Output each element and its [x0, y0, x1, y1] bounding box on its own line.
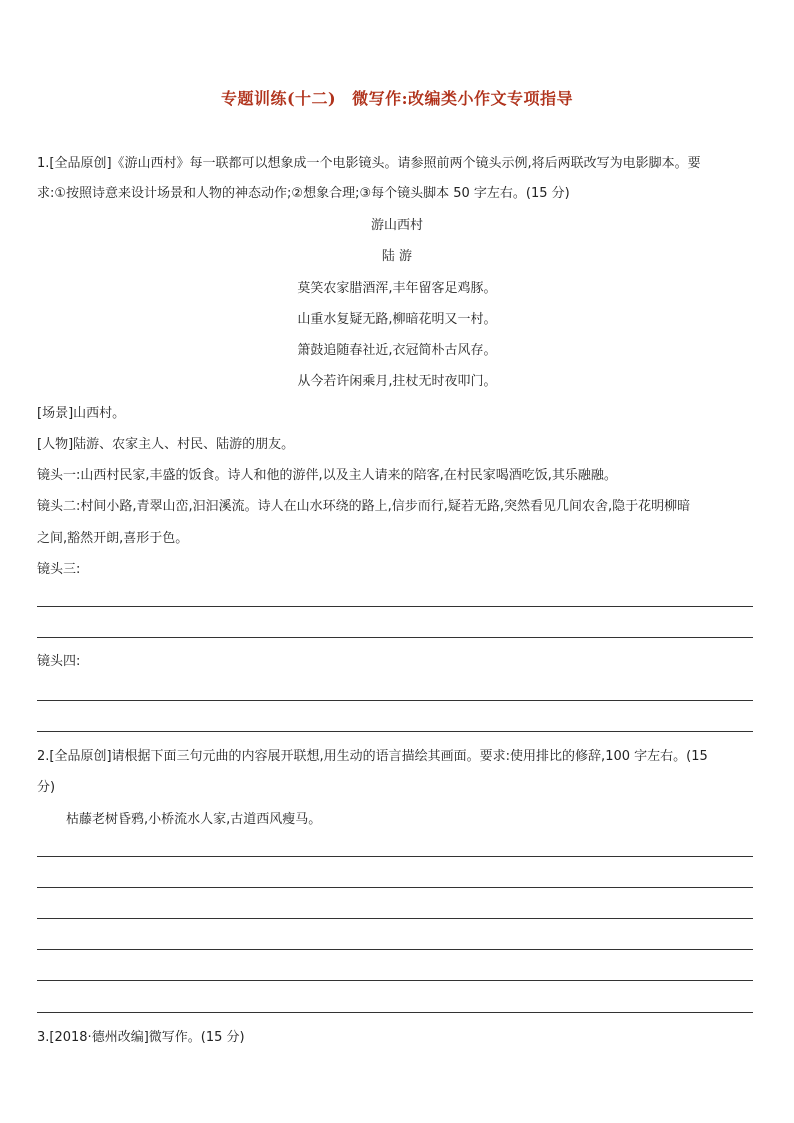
answer-line[interactable] — [37, 856, 753, 857]
shot-2-text-line-2: 之间,豁然开朗,喜形于色。 — [37, 531, 189, 546]
question-2-quote: 枯藤老树昏鸦,小桥流水人家,古道西风瘦马。 — [66, 812, 322, 827]
poem-line: 山重水复疑无路,柳暗花明又一村。 — [297, 312, 497, 327]
shot-3-label: 镜头三: — [37, 562, 81, 577]
shot-1-text: 镜头一:山西村民家,丰盛的饭食。诗人和他的游伴,以及主人请来的陪客,在村民家喝酒吃饭,其乐融融。 — [37, 468, 617, 483]
poem-line: 从今若许闲乘月,拄杖无时夜叩门。 — [297, 374, 497, 389]
shot-4-label: 镜头四: — [37, 654, 81, 669]
question-3-prompt: 3.[2018·德州改编]微写作。(15 分) — [37, 1030, 245, 1045]
answer-line[interactable] — [37, 606, 753, 607]
answer-line[interactable] — [37, 918, 753, 919]
answer-line[interactable] — [37, 980, 753, 981]
answer-line[interactable] — [37, 1012, 753, 1013]
poem-title: 游山西村 — [370, 218, 423, 233]
answer-line[interactable] — [37, 637, 753, 638]
question-2-prompt-line-2: 分) — [37, 780, 56, 795]
question-1-prompt-line-2: 求:①按照诗意来设计场景和人物的神态动作;②想象合理;③每个镜头脚本 50 字左右。(15 分) — [37, 186, 570, 201]
characters-text: [人物]陆游、农家主人、村民、陆游的朋友。 — [37, 437, 295, 452]
poem-author: 陆 游 — [381, 249, 413, 264]
poem-line: 箫鼓追随春社近,衣冠简朴古风存。 — [297, 343, 497, 358]
question-1-prompt-line-1: 1.[全品原创]《游山西村》每一联都可以想象成一个电影镜头。请参照前两个镜头示例,将后两联改写为电影脚本。要 — [37, 156, 701, 171]
answer-line[interactable] — [37, 731, 753, 732]
question-2-prompt-line-1: 2.[全品原创]请根据下面三句元曲的内容展开联想,用生动的语言描绘其画面。要求:使用排比的修辞,100 字左右。(15 — [37, 749, 708, 764]
page-title: 专题训练(十二) 微写作:改编类小作文专项指导 — [220, 89, 574, 108]
answer-line[interactable] — [37, 887, 753, 888]
answer-line[interactable] — [37, 949, 753, 950]
scene-text: [场景]山西村。 — [37, 406, 126, 421]
answer-line[interactable] — [37, 700, 753, 701]
shot-2-text-line-1: 镜头二:村间小路,青翠山峦,汩汩溪流。诗人在山水环绕的路上,信步而行,疑若无路,突然看见几间农舍,隐于花明柳暗 — [37, 499, 691, 514]
poem-line: 莫笑农家腊酒浑,丰年留客足鸡豚。 — [297, 281, 497, 296]
